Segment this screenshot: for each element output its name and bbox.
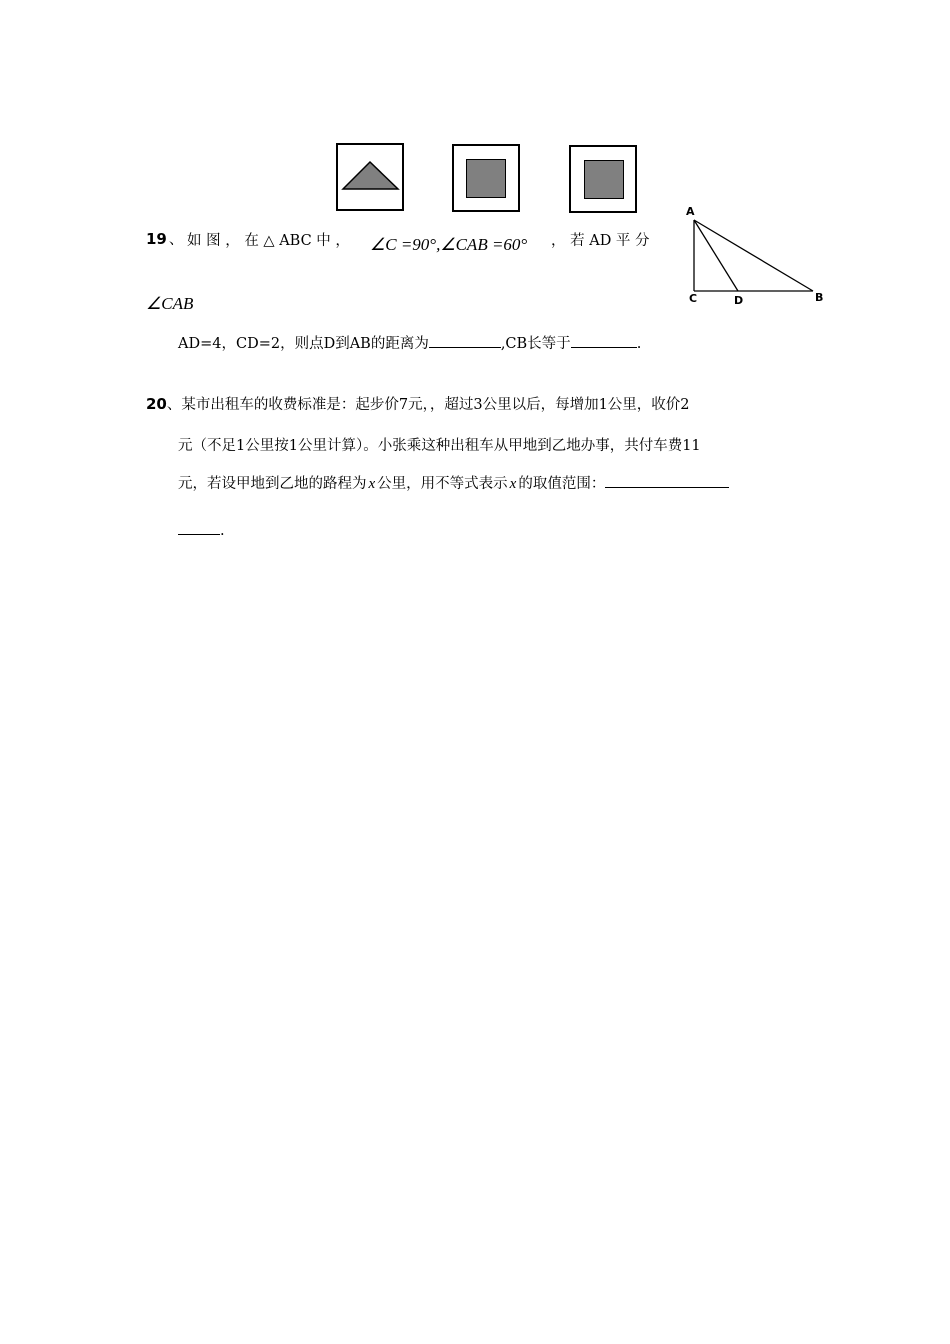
question-20-text-2: 元（不足1公里按1公里计算）。小张乘这种出租车从甲地到乙地办事，共付车费11 <box>178 438 701 454</box>
gray-square-1 <box>466 159 506 198</box>
gray-square-2 <box>584 160 624 199</box>
figure-square-box-1 <box>452 144 520 212</box>
triangle-abc-diagram <box>680 203 830 308</box>
question-20-text-3b: 公里，用不等式表示 <box>377 476 508 492</box>
question-20-line4 <box>178 520 225 539</box>
answer-blank-range-cont[interactable] <box>178 520 220 535</box>
question-19-sep: 、 <box>168 232 184 248</box>
question-20-text-3c: 的取值范围： <box>518 476 606 492</box>
question-19-condition: ∠C =90°,∠CAB =60° <box>370 235 528 254</box>
answer-blank-range[interactable] <box>605 473 729 488</box>
figure-square-box-2 <box>569 145 637 213</box>
question-20-sep: 、 <box>166 397 182 413</box>
question-19-line1 <box>146 228 183 249</box>
figure-triangle-box <box>336 143 404 211</box>
side-ab <box>694 220 813 291</box>
question-20-line1 <box>146 393 690 414</box>
question-20-line3 <box>178 472 729 493</box>
question-19-line2-mid: ,CB长等于 <box>500 336 571 352</box>
question-19-number: 19 <box>146 230 167 248</box>
answer-blank-distance[interactable] <box>429 333 501 348</box>
label-c: C <box>689 292 698 305</box>
question-19-angle: ∠CAB <box>146 294 194 313</box>
segment-ad <box>694 220 738 291</box>
question-19-line2-prefix: AD=4，CD=2，则点D到AB的距离为 <box>178 336 429 352</box>
gray-triangle <box>343 162 398 189</box>
question-20-number: 20 <box>146 395 167 413</box>
question-19-line2 <box>178 332 641 353</box>
question-20-text-1: 某市出租车的收费标准是：起步价7元，，超过3公里以后，每增加1公里，收价2 <box>181 397 690 413</box>
question-19-intro: 如 图 ， 在 △ ABC 中 ， <box>187 233 350 249</box>
question-20-end: . <box>220 523 225 539</box>
question-20-text-3a: 元，若设甲地到乙地的路程为 <box>178 476 367 492</box>
variable-x-2: x <box>509 476 517 492</box>
variable-x-1: x <box>368 476 376 492</box>
label-d: D <box>734 294 744 307</box>
triangle-shape <box>338 145 402 209</box>
label-a: A <box>686 205 695 218</box>
question-19-after-condition: ， 若 AD 平 分 <box>551 233 650 249</box>
question-19-line2-end: . <box>636 336 642 352</box>
answer-blank-cb[interactable] <box>571 333 637 348</box>
label-b: B <box>815 291 824 304</box>
